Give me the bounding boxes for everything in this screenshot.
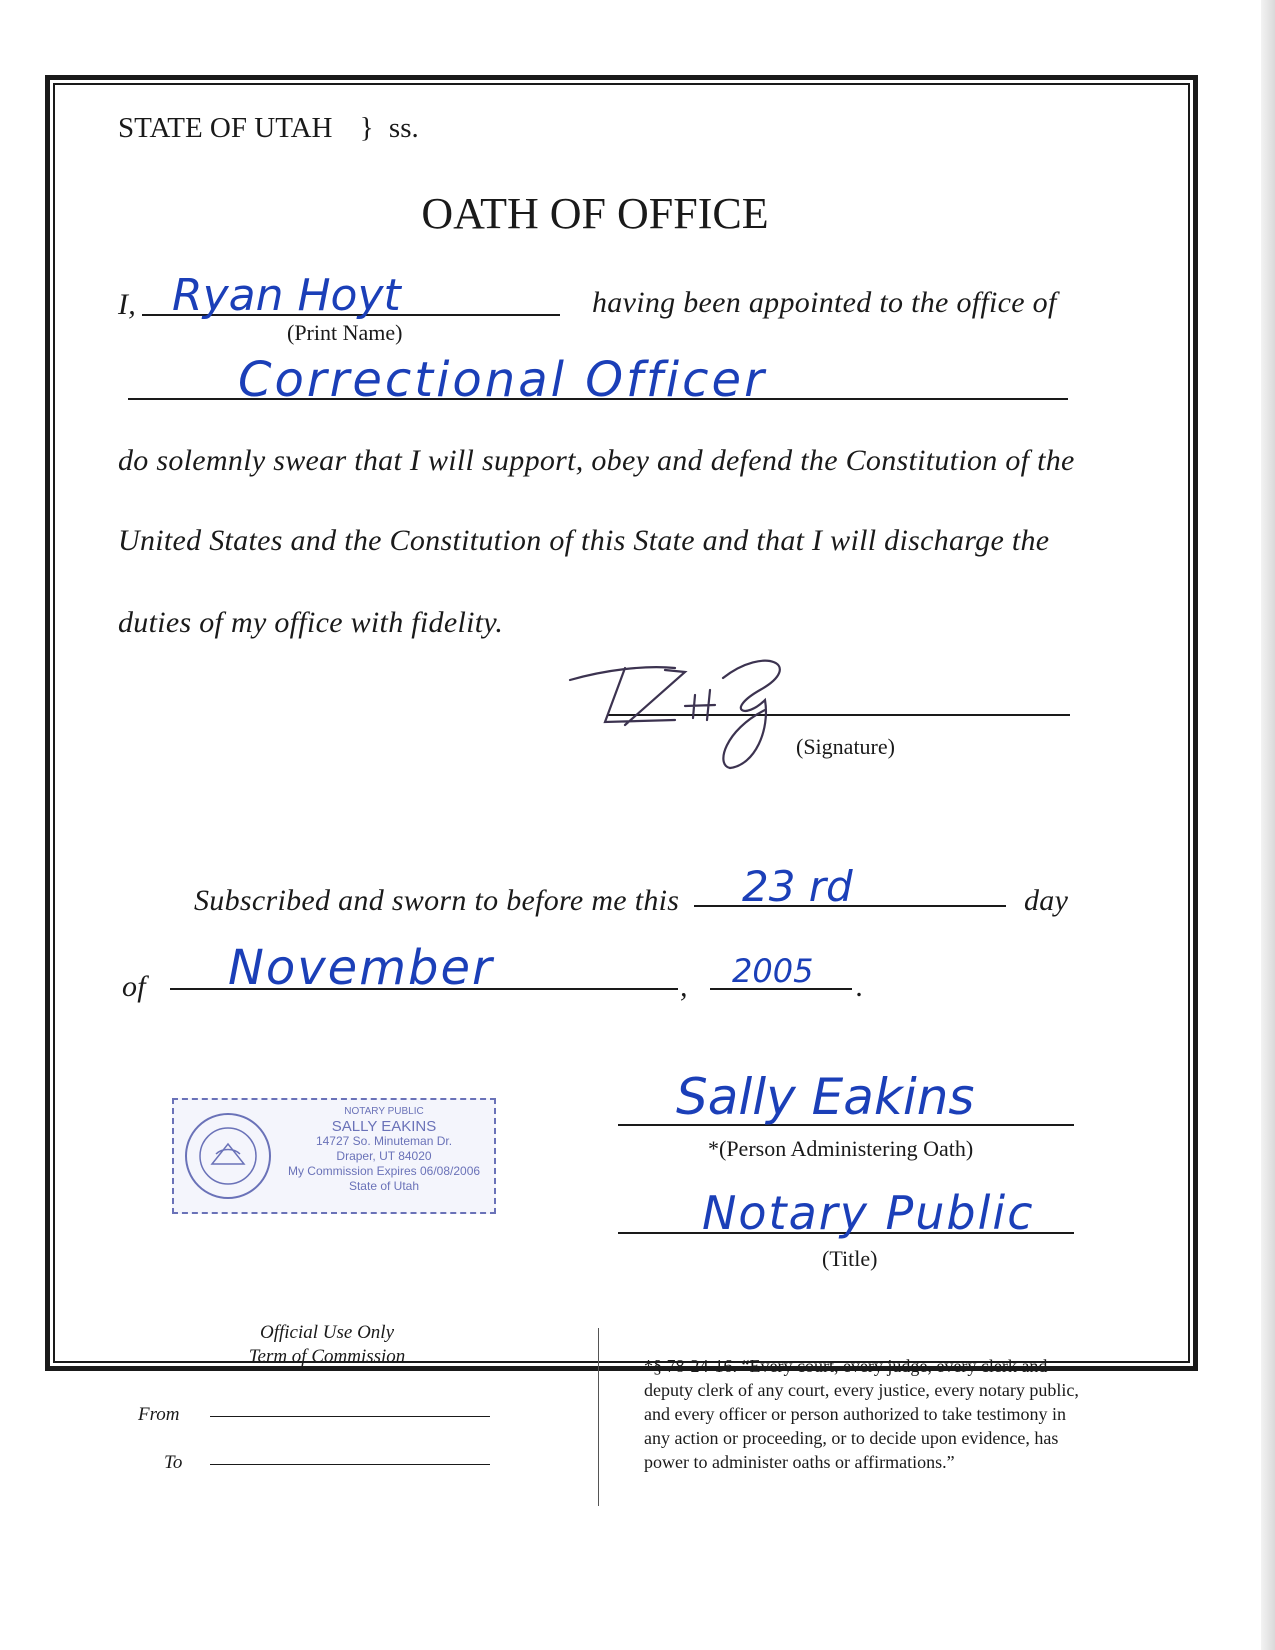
footnote-line-1: *§ 78-24-16. “Every court, every judge, every clerk and	[644, 1356, 1048, 1376]
footnote-line-5: power to administer oaths or affirmations.”	[644, 1452, 955, 1472]
office-value: Correctional Officer	[238, 352, 767, 408]
period: .	[856, 970, 864, 1003]
stamp-notary-public: NOTARY PUBLIC	[344, 1106, 424, 1117]
footnote-line-3: and every officer or person authorized to take testimony in	[644, 1404, 1067, 1424]
administering-signature: Sally Eakins	[676, 1068, 975, 1126]
notary-stamp	[172, 1098, 496, 1214]
term-heading: Term of Commission	[248, 1346, 406, 1367]
month-value: November	[228, 940, 494, 996]
printed-name-value: Ryan Hoyt	[172, 270, 401, 321]
ss-label: ss.	[388, 112, 419, 144]
footnote-line-4: any action or proceeding, or to decide upon evidence, has	[644, 1428, 1059, 1448]
title-label: (Title)	[822, 1246, 878, 1271]
stamp-address: 14727 So. Minuteman Dr.	[315, 1134, 453, 1148]
intro-i: I,	[118, 288, 137, 321]
stamp-notary-name: SALLY EAKINS	[331, 1118, 437, 1135]
official-use-heading: Official Use Only	[259, 1322, 395, 1343]
signature-drawing	[565, 650, 825, 780]
oath-line-2: United States and the Constitution of this State and that I will discharge the	[118, 524, 1050, 557]
footnote	[644, 1354, 1079, 1474]
brace: }	[359, 112, 374, 144]
print-name-label: (Print Name)	[287, 320, 403, 345]
page-edge-shadow	[1261, 0, 1275, 1650]
document-title: OATH OF OFFICE	[421, 189, 769, 238]
stamp-commission: My Commission Expires 06/08/2006	[287, 1164, 481, 1178]
to-field-line[interactable]	[210, 1464, 490, 1465]
footnote-line-2: deputy clerk of any court, every justice, every notary public,	[644, 1380, 1079, 1400]
of-label: of	[122, 970, 146, 1003]
stamp-city: Draper, UT 84020	[336, 1149, 432, 1163]
from-field-line[interactable]	[210, 1416, 490, 1417]
day-value: 23 rd	[742, 862, 853, 911]
administering-label: *(Person Administering Oath)	[708, 1136, 974, 1161]
state-header	[118, 112, 419, 145]
from-label: From	[138, 1404, 180, 1425]
to-label: To	[164, 1452, 183, 1473]
day-label: day	[1024, 884, 1069, 917]
oath-line-3: duties of my office with fidelity.	[118, 606, 504, 639]
year-value: 2005	[732, 952, 814, 990]
appointed-text: having been appointed to the office of	[592, 286, 1057, 319]
title-value: Notary Public	[702, 1186, 1035, 1240]
section-divider	[598, 1328, 599, 1506]
comma: ,	[680, 970, 688, 1003]
stamp-state: State of Utah	[348, 1179, 420, 1193]
state-seal-icon	[182, 1110, 274, 1202]
signature-label: (Signature)	[796, 734, 895, 759]
sworn-prefix: Subscribed and sworn to before me this	[194, 884, 680, 917]
state-name: STATE OF UTAH	[118, 112, 333, 144]
oath-line-1: do solemnly swear that I will support, obey and defend the Constitution of the	[118, 444, 1075, 477]
